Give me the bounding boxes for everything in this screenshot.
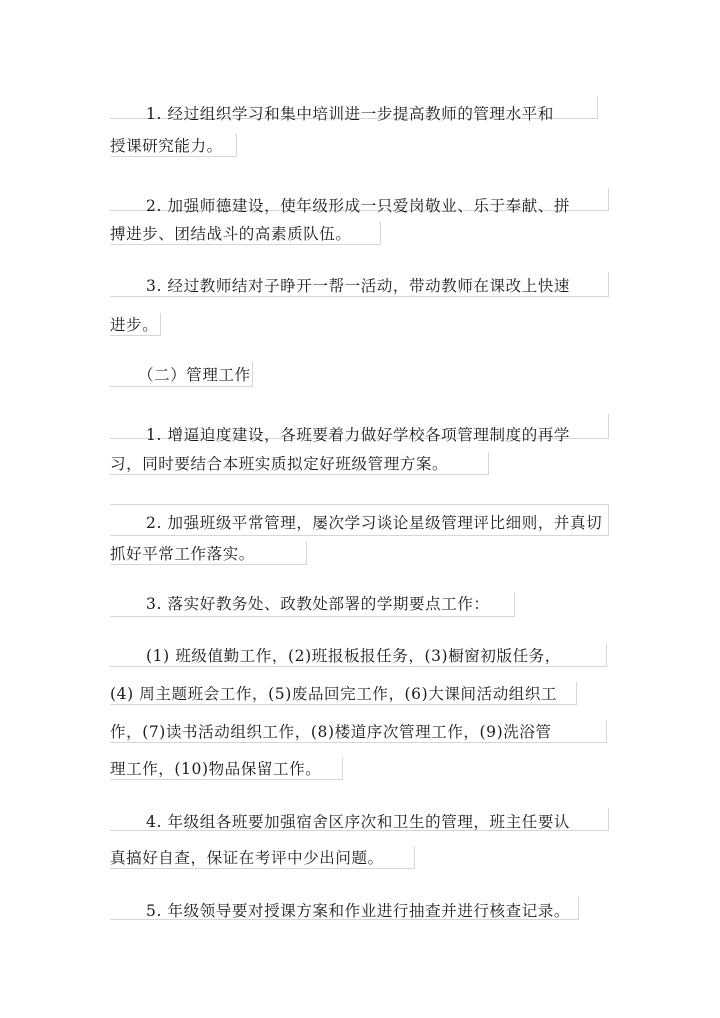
paragraph-7-line-4: 理工作，(10)物品保留工作。: [110, 760, 322, 778]
paragraph-2-line-2: 搏进步、团结战斗的高素质队伍。: [110, 225, 352, 243]
paragraph-2-line-1: 2. 加强师德建设，使年级形成一只爱岗敬业、乐于奉献、拼: [146, 197, 571, 215]
paragraph-8-line-2: 真搞好自查，保证在考评中少出问题。: [110, 849, 384, 867]
paragraph-1-line-2: 授课研究能力。: [110, 137, 223, 155]
paragraph-3-line-2: 进步。: [110, 316, 159, 334]
paragraph-1-line-1: 1. 经过组织学习和集中培训进一步提高教师的管理水平和: [146, 105, 554, 123]
paragraph-9-line-1: 5. 年级领导要对授课方案和作业进行抽查并进行核查记录。: [146, 902, 571, 920]
paragraph-4-line-1: 1. 增逼迫度建设，各班要着力做好学校各项管理制度的再学: [146, 426, 571, 444]
paragraph-3-line-1: 3. 经过教师结对子睁开一帮一活动，带动教师在课改上快速: [146, 277, 571, 295]
paragraph-5-line-2: 抓好平常工作落实。: [110, 545, 255, 563]
paragraph-4-line-2: 习，同时要结合本班实质拟定好班级管理方案。: [110, 455, 449, 473]
paragraph-8-line-1: 4. 年级组各班要加强宿舍区序次和卫生的管理，班主任要认: [146, 813, 571, 831]
paragraph-7-line-2: (4) 周主题班会工作，(5)废品回完工作，(6)大课间活动组织工: [110, 685, 558, 703]
paragraph-5-line-1: 2. 加强班级平常管理，屡次学习谈论星级管理评比细则，并真切: [146, 514, 603, 532]
paragraph-7-line-1: (1) 班级值勤工作，(2)班报板报任务，(3)橱窗初版任务，: [146, 647, 561, 665]
section-heading: （二）管理工作: [138, 366, 251, 384]
paragraph-6-line-1: 3. 落实好教务处、政教处部署的学期要点工作：: [146, 595, 490, 613]
paragraph-7-line-3: 作，(7)读书活动组织工作，(8)楼道序次管理工作，(9)洗浴管: [110, 723, 552, 741]
